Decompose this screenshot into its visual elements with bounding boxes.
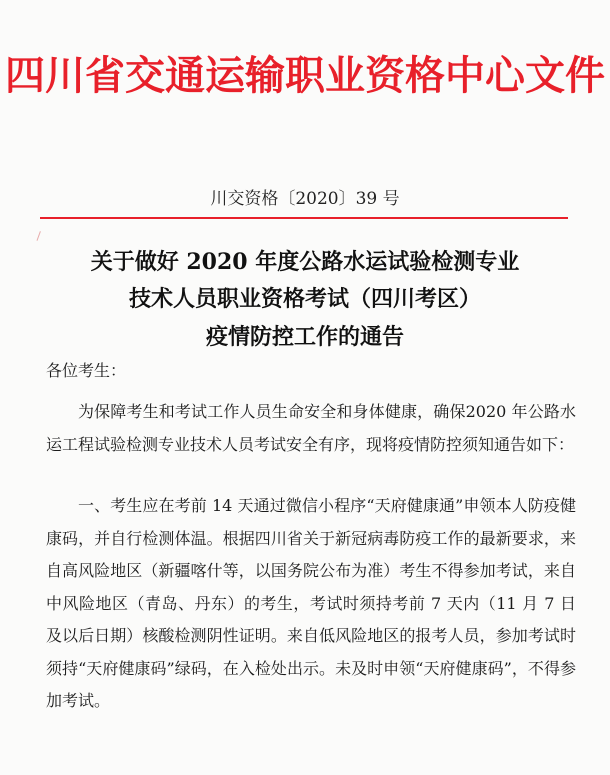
document-header-title: 四川省交通运输职业资格中心文件 bbox=[5, 52, 605, 99]
notice-title-line-1: 关于做好 2020 年度公路水运试验检测专业 bbox=[90, 249, 520, 275]
red-divider-line bbox=[40, 217, 568, 219]
notice-title-line-3: 疫情防控工作的通告 bbox=[205, 324, 404, 350]
notice-title-line-2: 技术人员职业资格考试（四川考区） bbox=[128, 286, 481, 312]
body-paragraph-2: 一、考生应在考前 14 天通过微信小程序“天府健康通”申领本人防疫健康码，并自行检测体温。根据四川省关于新冠病毒防疫工作的最新要求，来自高风险地区（新疆喀什等，以国务院公布为准）考生不得参加考试，来自中风险地区（青岛、丹东）的考生，考试时须持考前 7 天内（11 月 7 日及以后日期）核酸检测阴性证明。来自低风险地区的报考人员，参加考试时须持“天府健康码”绿码，在入检处出示。未及时申领“天府健康码”，不得参加考试。 bbox=[46, 496, 576, 710]
margin-mark bbox=[37, 231, 47, 243]
salutation: 各位考生： bbox=[46, 361, 127, 380]
body-paragraph-1: 为保障考生和考试工作人员生命安全和身体健康，确保2020 年公路水运工程试验检测专业技术人员考试安全有序，现将疫情防控须知通告如下： bbox=[46, 402, 576, 454]
document-number: 川交资格〔2020〕39 号 bbox=[210, 189, 400, 209]
